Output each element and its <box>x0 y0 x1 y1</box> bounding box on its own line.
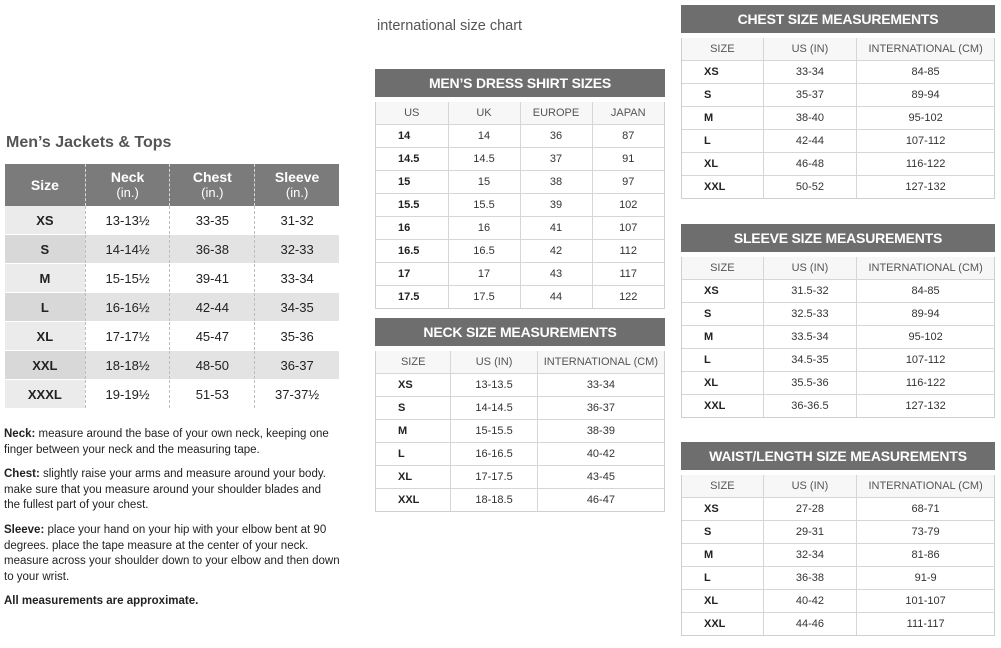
jackets-header-sleeve-unit: (in.) <box>285 185 309 200</box>
neck-size-cell: L <box>376 443 451 466</box>
neck-row <box>376 397 664 420</box>
dress_shirt-value-cell: 36 <box>520 125 592 148</box>
chest-row <box>682 61 994 84</box>
chest-size-cell: XL <box>682 153 763 176</box>
neck-size-cell: XL <box>376 466 451 489</box>
sleeve-value-cell: 35.5-36 <box>763 372 857 395</box>
waist-size-cell: XS <box>682 498 763 521</box>
sleeve-header-cell: INTERNATIONAL (CM) <box>857 257 994 280</box>
dress_shirt-value-cell: 122 <box>592 286 664 309</box>
chest-header-cell: INTERNATIONAL (CM) <box>857 38 994 61</box>
neck-value-cell: 16-16.5 <box>451 443 537 466</box>
waist-value-cell: 111-117 <box>857 613 994 636</box>
sleeve-value-cell: 116-122 <box>857 372 994 395</box>
jackets-size-cell: S <box>5 235 85 264</box>
sleeve-row <box>682 280 994 303</box>
dress_shirt-value-cell: 87 <box>592 125 664 148</box>
sleeve-size-cell: M <box>682 326 763 349</box>
dress_shirt-header-cell: JAPAN <box>592 102 664 125</box>
dress_shirt-size-cell: 17 <box>376 263 448 286</box>
waist-row <box>682 498 994 521</box>
chest-panel <box>681 5 995 199</box>
jackets-value-cell: 35-36 <box>255 322 339 351</box>
sleeve-value-cell: 95-102 <box>857 326 994 349</box>
chest-row <box>682 130 994 153</box>
sleeve-panel <box>681 224 995 418</box>
sleeve-size-cell: L <box>682 349 763 372</box>
jackets-value-cell: 39-41 <box>170 264 255 293</box>
jackets-size-cell: XS <box>5 206 85 235</box>
dress_shirt-header-cell: UK <box>448 102 520 125</box>
neck-header-row <box>376 351 664 374</box>
dress_shirt-value-cell: 17 <box>448 263 520 286</box>
dress_shirt-value-cell: 39 <box>520 194 592 217</box>
dress_shirt-value-cell: 14.5 <box>448 148 520 171</box>
sleeve-value-cell: 84-85 <box>857 280 994 303</box>
dress_shirt-size-cell: 17.5 <box>376 286 448 309</box>
jackets-header-chest-unit: (in.) <box>201 185 224 200</box>
dress_shirt-value-cell: 41 <box>520 217 592 240</box>
chest-header-cell: US (IN) <box>763 38 857 61</box>
chest-table <box>682 38 994 198</box>
jackets-table <box>5 164 339 409</box>
sleeve-value-cell: 89-94 <box>857 303 994 326</box>
neck-title: NECK SIZE MEASUREMENTS <box>375 318 665 346</box>
waist-value-cell: 81-86 <box>857 544 994 567</box>
dress_shirt-header-row <box>376 102 664 125</box>
chest-title: CHEST SIZE MEASUREMENTS <box>681 5 995 33</box>
neck-value-cell: 43-45 <box>537 466 664 489</box>
chest-row <box>682 84 994 107</box>
neck-header-cell: US (IN) <box>451 351 537 374</box>
sleeve-header-cell: SIZE <box>682 257 763 280</box>
waist-value-cell: 73-79 <box>857 521 994 544</box>
sleeve-table <box>682 257 994 417</box>
jackets-value-cell: 19-19½ <box>85 380 170 409</box>
dress_shirt-size-cell: 16 <box>376 217 448 240</box>
measurement-notes <box>4 427 340 619</box>
dress_shirt-value-cell: 16 <box>448 217 520 240</box>
waist-row <box>682 544 994 567</box>
neck-value-cell: 17-17.5 <box>451 466 537 489</box>
waist-row <box>682 567 994 590</box>
dress_shirt-row <box>376 240 664 263</box>
jackets-size-cell: XXL <box>5 351 85 380</box>
jackets-header-neck-unit: (in.) <box>116 185 139 200</box>
dress-shirt-table <box>376 102 664 308</box>
dress_shirt-value-cell: 43 <box>520 263 592 286</box>
neck-row <box>376 466 664 489</box>
jackets-row <box>5 206 339 235</box>
neck-header-cell: SIZE <box>376 351 451 374</box>
chest-size-cell: XXL <box>682 176 763 199</box>
sleeve-value-cell: 107-112 <box>857 349 994 372</box>
jackets-value-cell: 33-35 <box>170 206 255 235</box>
sleeve-value-cell: 36-36.5 <box>763 395 857 418</box>
jackets-section <box>4 134 340 409</box>
chest-header-cell: SIZE <box>682 38 763 61</box>
dress_shirt-size-cell: 14 <box>376 125 448 148</box>
chest-value-cell: 46-48 <box>763 153 857 176</box>
chest-value-cell: 38-40 <box>763 107 857 130</box>
dress_shirt-value-cell: 107 <box>592 217 664 240</box>
dress_shirt-size-cell: 15 <box>376 171 448 194</box>
jackets-header-neck: Neck (in.) <box>85 164 170 206</box>
jackets-row <box>5 293 339 322</box>
waist-title: WAIST/LENGTH SIZE MEASUREMENTS <box>681 442 995 470</box>
jackets-value-cell: 15-15½ <box>85 264 170 293</box>
waist-row <box>682 613 994 636</box>
sleeve-title: SLEEVE SIZE MEASUREMENTS <box>681 224 995 252</box>
note-approximate: All measurements are approximate. <box>4 595 199 608</box>
dress_shirt-row <box>376 263 664 286</box>
sleeve-row <box>682 303 994 326</box>
waist-value-cell: 40-42 <box>763 590 857 613</box>
jackets-size-cell: L <box>5 293 85 322</box>
chest-value-cell: 116-122 <box>857 153 994 176</box>
sleeve-value-cell: 34.5-35 <box>763 349 857 372</box>
neck-size-cell: XS <box>376 374 451 397</box>
chest-header-row <box>682 38 994 61</box>
neck-row <box>376 374 664 397</box>
jackets-row <box>5 351 339 380</box>
jackets-value-cell: 36-38 <box>170 235 255 264</box>
dress_shirt-header-cell: US <box>376 102 448 125</box>
neck-table <box>376 351 664 511</box>
chest-size-cell: XS <box>682 61 763 84</box>
dress_shirt-value-cell: 117 <box>592 263 664 286</box>
note-chest: Chest: slightly raise your arms and measure around your body. make sure that you measure around your shoulder blades and the fullest part of your chest. <box>4 468 326 512</box>
sleeve-size-cell: S <box>682 303 763 326</box>
waist-header-cell: US (IN) <box>763 475 857 498</box>
sleeve-size-cell: XS <box>682 280 763 303</box>
neck-size-cell: M <box>376 420 451 443</box>
dress_shirt-value-cell: 91 <box>592 148 664 171</box>
dress_shirt-size-cell: 16.5 <box>376 240 448 263</box>
chest-size-cell: M <box>682 107 763 130</box>
jackets-value-cell: 16-16½ <box>85 293 170 322</box>
waist-header-row <box>682 475 994 498</box>
chest-value-cell: 95-102 <box>857 107 994 130</box>
waist-row <box>682 521 994 544</box>
neck-panel <box>375 318 665 512</box>
jackets-size-cell: M <box>5 264 85 293</box>
chest-value-cell: 107-112 <box>857 130 994 153</box>
dress_shirt-value-cell: 15.5 <box>448 194 520 217</box>
neck-value-cell: 14-14.5 <box>451 397 537 420</box>
note-sleeve: Sleeve: place your hand on your hip with your elbow bent at 90 degrees. place the tape measure at the center of your neck. measure across your shoulder down to your elbow and then down to your wrist. <box>4 523 340 583</box>
jackets-value-cell: 34-35 <box>255 293 339 322</box>
sleeve-size-cell: XL <box>682 372 763 395</box>
jackets-value-cell: 13-13½ <box>85 206 170 235</box>
chest-value-cell: 84-85 <box>857 61 994 84</box>
waist-value-cell: 68-71 <box>857 498 994 521</box>
jackets-value-cell: 18-18½ <box>85 351 170 380</box>
dress_shirt-value-cell: 16.5 <box>448 240 520 263</box>
jackets-value-cell: 33-34 <box>255 264 339 293</box>
jackets-row <box>5 380 339 409</box>
jackets-value-cell: 32-33 <box>255 235 339 264</box>
waist-value-cell: 29-31 <box>763 521 857 544</box>
dress_shirt-row <box>376 148 664 171</box>
jackets-value-cell: 37-37½ <box>255 380 339 409</box>
jackets-header-sleeve: Sleeve (in.) <box>255 164 339 206</box>
jackets-row <box>5 322 339 351</box>
neck-value-cell: 36-37 <box>537 397 664 420</box>
jackets-value-cell: 36-37 <box>255 351 339 380</box>
chest-row <box>682 107 994 130</box>
jackets-value-cell: 31-32 <box>255 206 339 235</box>
waist-value-cell: 91-9 <box>857 567 994 590</box>
neck-row <box>376 489 664 512</box>
dress_shirt-value-cell: 97 <box>592 171 664 194</box>
dress_shirt-header-cell: EUROPE <box>520 102 592 125</box>
dress-shirt-panel <box>375 69 665 309</box>
jackets-value-cell: 51-53 <box>170 380 255 409</box>
neck-value-cell: 18-18.5 <box>451 489 537 512</box>
dress_shirt-value-cell: 15 <box>448 171 520 194</box>
waist-header-cell: INTERNATIONAL (CM) <box>857 475 994 498</box>
dress_shirt-size-cell: 14.5 <box>376 148 448 171</box>
neck-value-cell: 15-15.5 <box>451 420 537 443</box>
waist-size-cell: M <box>682 544 763 567</box>
sleeve-value-cell: 32.5-33 <box>763 303 857 326</box>
chest-row <box>682 153 994 176</box>
sleeve-value-cell: 31.5-32 <box>763 280 857 303</box>
sleeve-row <box>682 326 994 349</box>
dress_shirt-row <box>376 217 664 240</box>
neck-row <box>376 420 664 443</box>
waist-size-cell: L <box>682 567 763 590</box>
jackets-size-cell: XL <box>5 322 85 351</box>
waist-value-cell: 36-38 <box>763 567 857 590</box>
jackets-header-row <box>5 164 339 206</box>
neck-value-cell: 33-34 <box>537 374 664 397</box>
dress_shirt-value-cell: 17.5 <box>448 286 520 309</box>
neck-value-cell: 13-13.5 <box>451 374 537 397</box>
sleeve-header-row <box>682 257 994 280</box>
jackets-value-cell: 45-47 <box>170 322 255 351</box>
jackets-header-size: Size <box>5 164 85 206</box>
jackets-header-chest: Chest (in.) <box>170 164 255 206</box>
jackets-body <box>5 206 339 409</box>
chest-value-cell: 42-44 <box>763 130 857 153</box>
chest-row <box>682 176 994 199</box>
dress_shirt-value-cell: 38 <box>520 171 592 194</box>
chest-value-cell: 89-94 <box>857 84 994 107</box>
dress_shirt-value-cell: 112 <box>592 240 664 263</box>
waist-value-cell: 101-107 <box>857 590 994 613</box>
waist-value-cell: 32-34 <box>763 544 857 567</box>
dress_shirt-row <box>376 194 664 217</box>
sleeve-value-cell: 33.5-34 <box>763 326 857 349</box>
dress_shirt-value-cell: 14 <box>448 125 520 148</box>
neck-value-cell: 40-42 <box>537 443 664 466</box>
waist-size-cell: S <box>682 521 763 544</box>
sleeve-value-cell: 127-132 <box>857 395 994 418</box>
waist-size-cell: XL <box>682 590 763 613</box>
waist-header-cell: SIZE <box>682 475 763 498</box>
waist-value-cell: 27-28 <box>763 498 857 521</box>
page-subtitle: international size chart <box>377 18 523 34</box>
jackets-value-cell: 17-17½ <box>85 322 170 351</box>
sleeve-row <box>682 349 994 372</box>
jackets-value-cell: 14-14½ <box>85 235 170 264</box>
chest-value-cell: 35-37 <box>763 84 857 107</box>
sleeve-row <box>682 395 994 418</box>
waist-panel <box>681 442 995 636</box>
waist-table <box>682 475 994 635</box>
chest-size-cell: L <box>682 130 763 153</box>
waist-value-cell: 44-46 <box>763 613 857 636</box>
chest-value-cell: 50-52 <box>763 176 857 199</box>
dress_shirt-row <box>376 171 664 194</box>
dress-shirt-title: MEN’S DRESS SHIRT SIZES <box>375 69 665 97</box>
chest-value-cell: 127-132 <box>857 176 994 199</box>
jackets-size-cell: XXXL <box>5 380 85 409</box>
neck-row <box>376 443 664 466</box>
sleeve-header-cell: US (IN) <box>763 257 857 280</box>
jackets-title: Men’s Jackets & Tops <box>6 134 172 151</box>
dress_shirt-value-cell: 102 <box>592 194 664 217</box>
neck-header-cell: INTERNATIONAL (CM) <box>537 351 664 374</box>
jackets-row <box>5 235 339 264</box>
note-neck: Neck: measure around the base of your own neck, keeping one finger between your neck and the measuring tape. <box>4 428 329 456</box>
chest-value-cell: 33-34 <box>763 61 857 84</box>
jackets-value-cell: 48-50 <box>170 351 255 380</box>
neck-size-cell: XXL <box>376 489 451 512</box>
sleeve-size-cell: XXL <box>682 395 763 418</box>
jackets-row <box>5 264 339 293</box>
dress_shirt-value-cell: 42 <box>520 240 592 263</box>
neck-size-cell: S <box>376 397 451 420</box>
neck-value-cell: 46-47 <box>537 489 664 512</box>
dress_shirt-value-cell: 44 <box>520 286 592 309</box>
sleeve-row <box>682 372 994 395</box>
neck-value-cell: 38-39 <box>537 420 664 443</box>
waist-size-cell: XXL <box>682 613 763 636</box>
jackets-value-cell: 42-44 <box>170 293 255 322</box>
dress_shirt-value-cell: 37 <box>520 148 592 171</box>
dress_shirt-row <box>376 286 664 309</box>
waist-row <box>682 590 994 613</box>
dress_shirt-row <box>376 125 664 148</box>
dress_shirt-size-cell: 15.5 <box>376 194 448 217</box>
chest-size-cell: S <box>682 84 763 107</box>
